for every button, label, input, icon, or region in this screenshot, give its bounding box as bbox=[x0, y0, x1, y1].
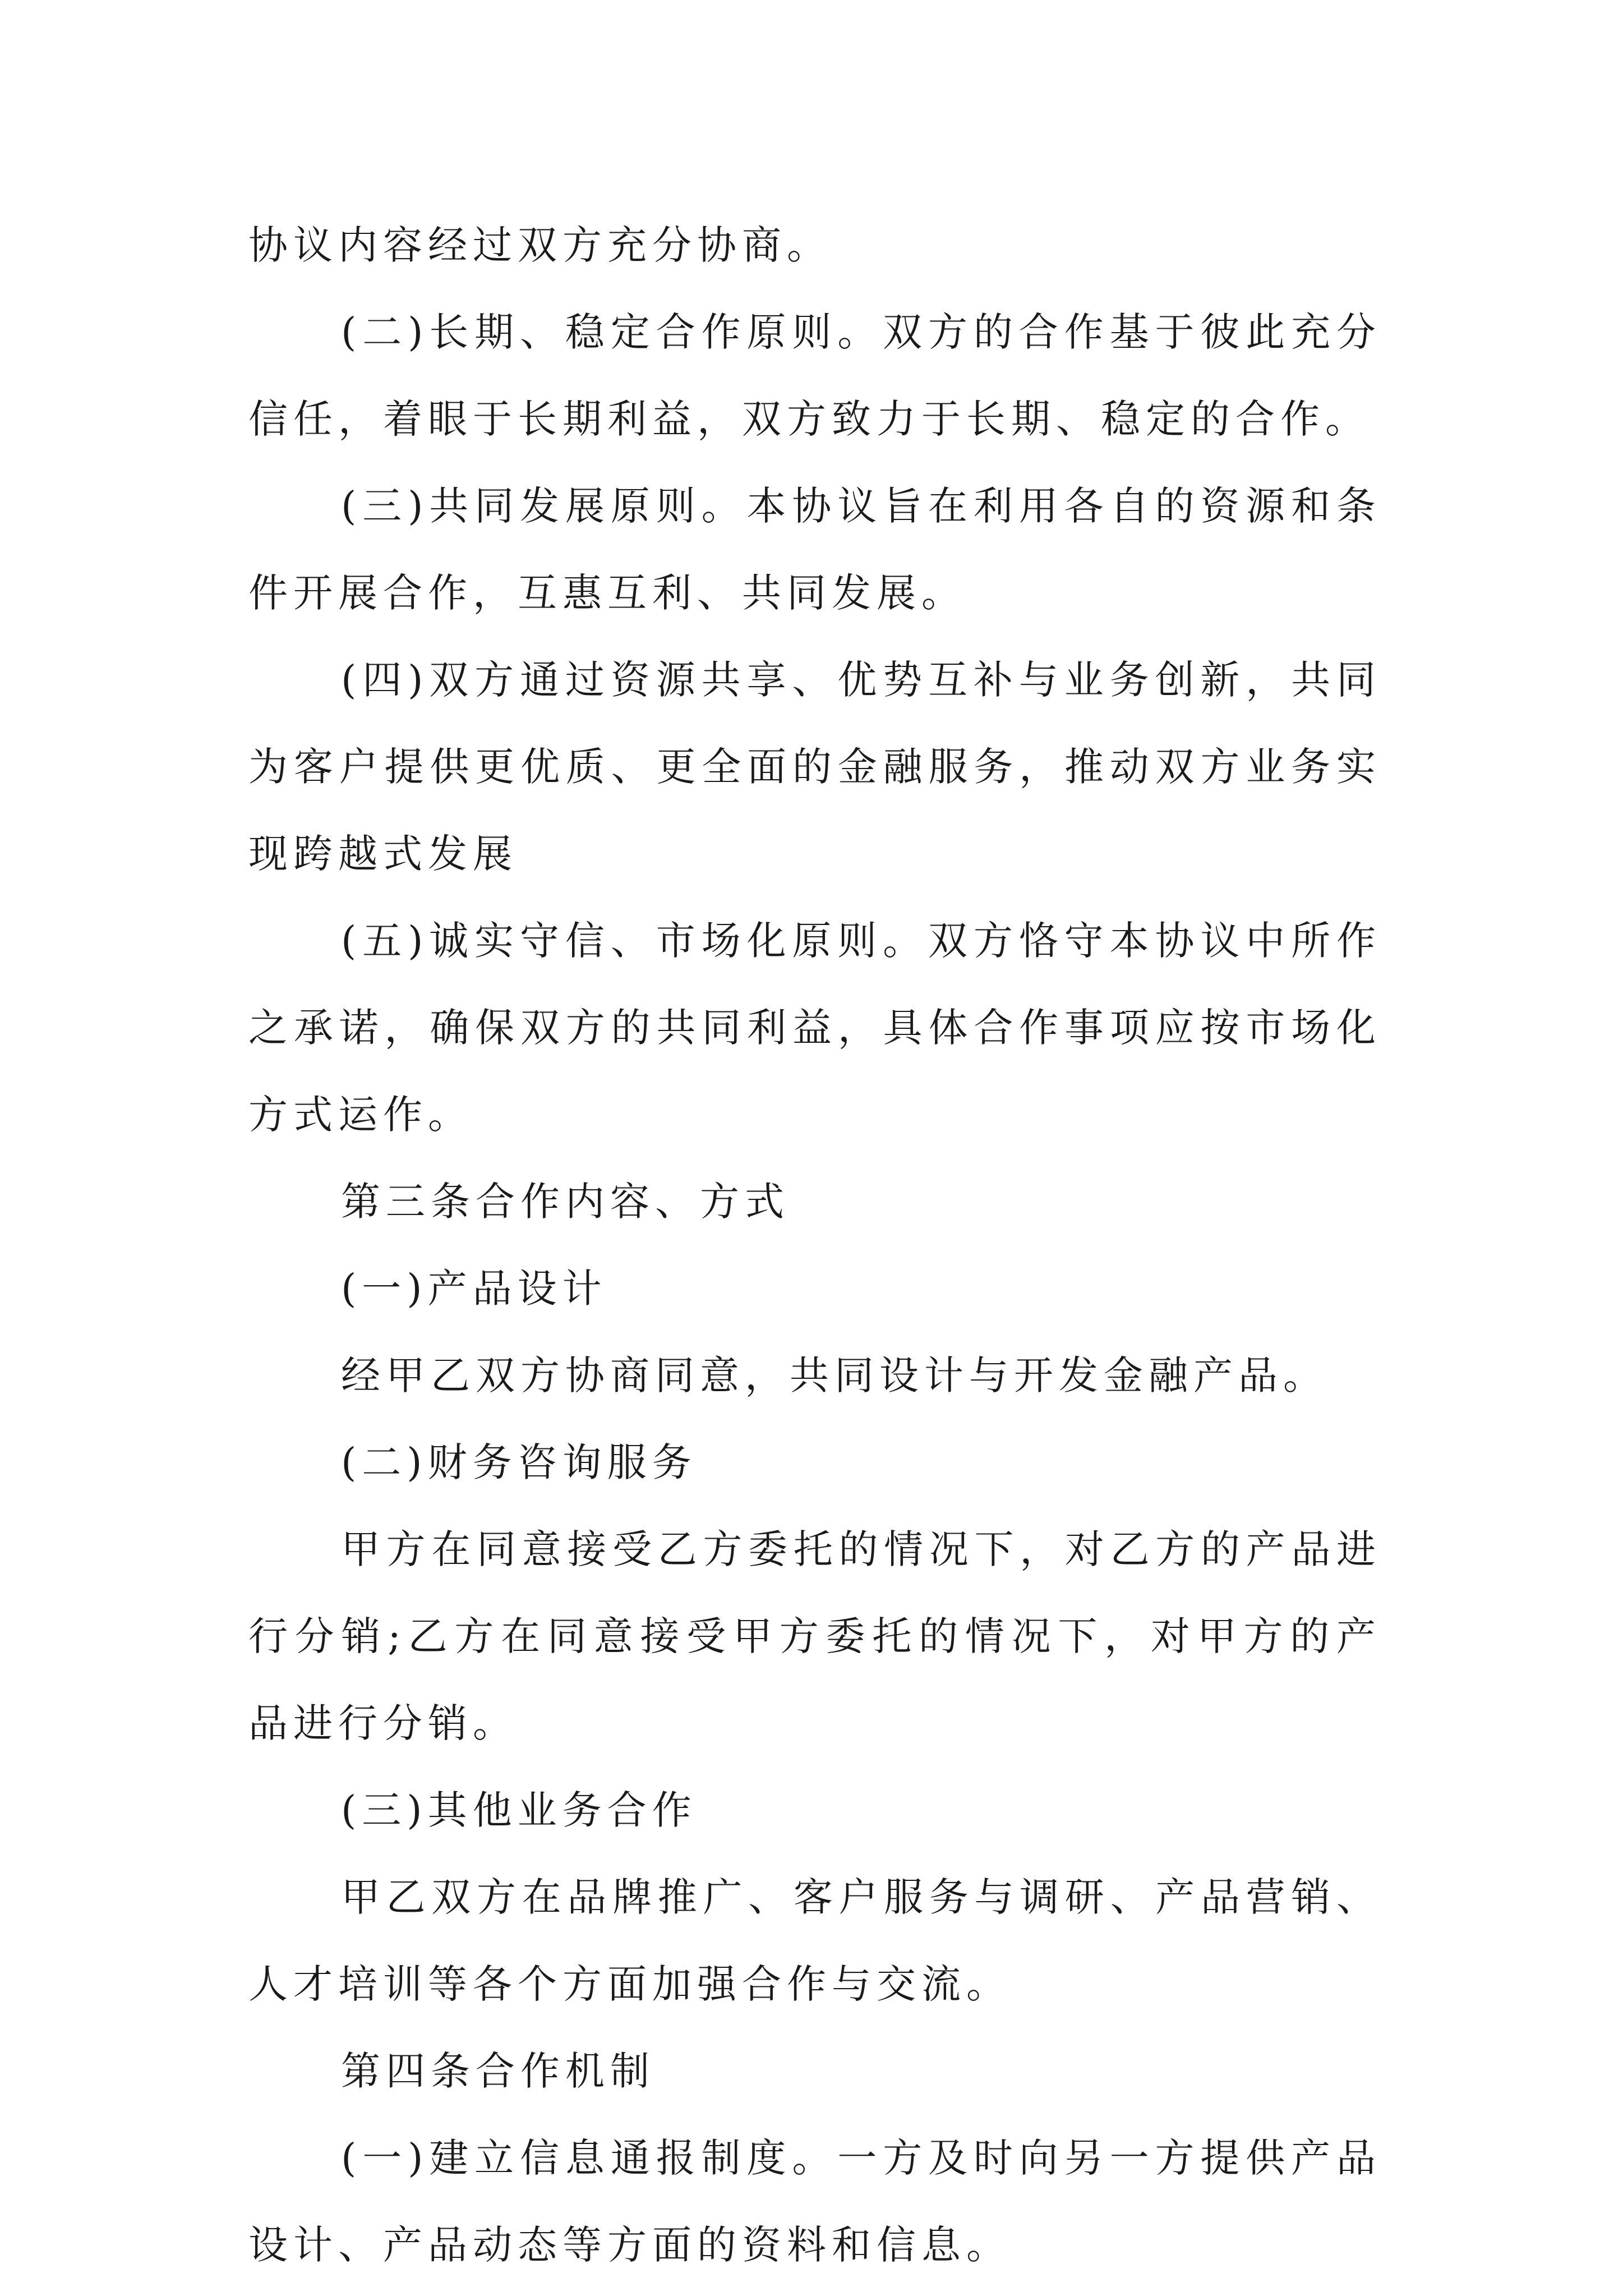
paragraph-principle-3: (三)共同发展原则。本协议旨在利用各自的资源和条件开展合作，互惠互利、共同发展。 bbox=[248, 483, 1381, 616]
document-body bbox=[248, 202, 1381, 2289]
article-4-heading: 第四条合作机制 bbox=[341, 2048, 655, 2094]
paragraph-principle-4: (四)双方通过资源共享、优势互补与业务创新，共同为客户提供更优质、更全面的金融服务，推动双方业务实现跨越式发展 bbox=[248, 657, 1381, 877]
article-3-heading: 第三条合作内容、方式 bbox=[341, 1179, 790, 1225]
paragraph-info-reporting: (一)建立信息通报制度。一方及时向另一方提供产品设计、产品动态等方面的资料和信息。 bbox=[248, 2135, 1381, 2268]
paragraph-other-business: 甲乙双方在品牌推广、客户服务与调研、产品营销、人才培训等各个方面加强合作与交流。 bbox=[248, 1874, 1381, 2007]
section-product-design-heading: (一)产品设计 bbox=[341, 1266, 607, 1312]
section-financial-consulting-heading: (二)财务咨询服务 bbox=[341, 1439, 697, 1485]
section-other-business-heading: (三)其他业务合作 bbox=[341, 1787, 697, 1833]
paragraph-financial-consulting: 甲方在同意接受乙方委托的情况下，对乙方的产品进行分销;乙方在同意接受甲方委托的情况下，对甲方的产品进行分销。 bbox=[248, 1526, 1381, 1746]
paragraph-product-design: 经甲乙双方协商同意，共同设计与开发金融产品。 bbox=[341, 1352, 1328, 1398]
paragraph-principle-2: (二)长期、稳定合作原则。双方的合作基于彼此充分信任，着眼于长期利益，双方致力于长期、稳定的合作。 bbox=[248, 309, 1381, 442]
paragraph-principle-5: (五)诚实守信、市场化原则。双方恪守本协议中所作之承诺，确保双方的共同利益，具体合作事项应按市场化方式运作。 bbox=[248, 918, 1381, 1138]
paragraph-continuation: 协议内容经过双方充分协商。 bbox=[248, 222, 832, 268]
